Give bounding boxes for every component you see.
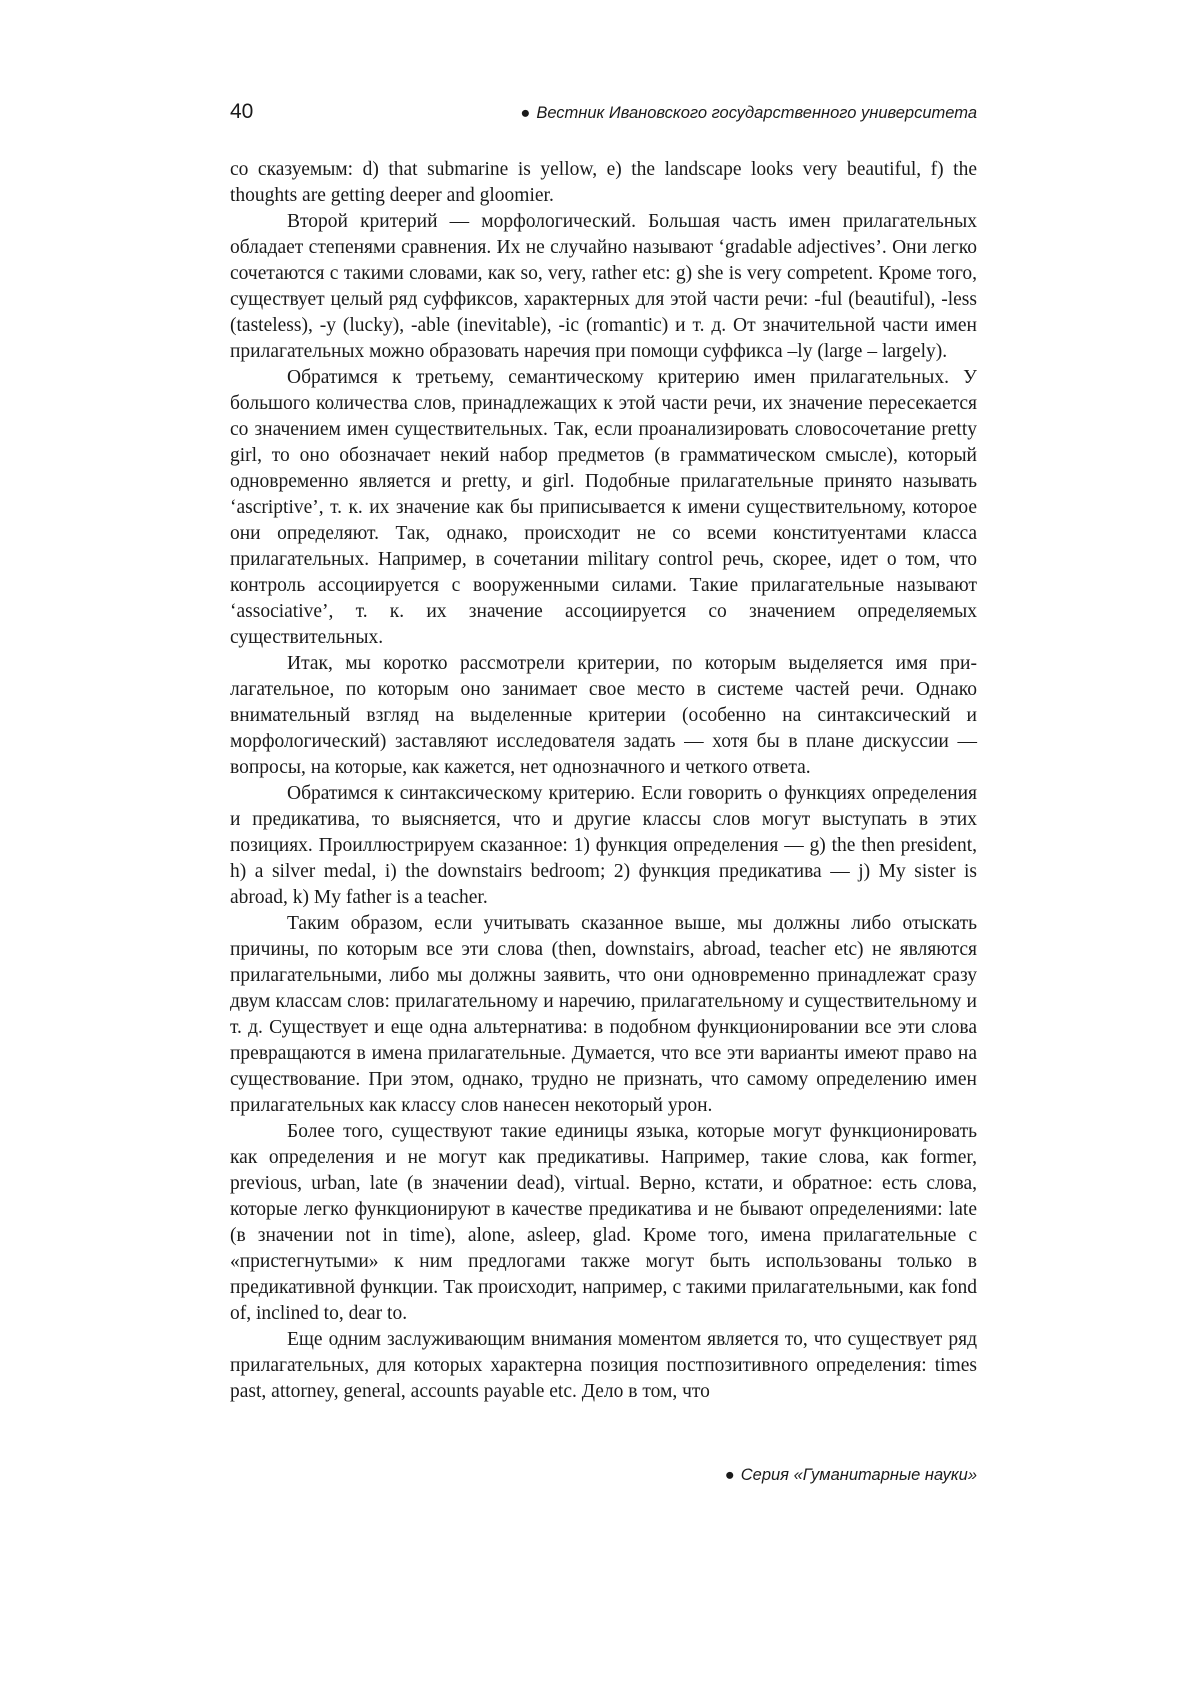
- journal-title: Вестник Ивановского государственного университета: [536, 104, 977, 122]
- journal-title-line: [520, 104, 977, 123]
- page-header: [230, 100, 977, 134]
- paragraph-postpositive: Еще одним заслуживающим внимания моментом является то, что суще­ствует ряд прилагательных, для которых характерна позиция постпозитивного определения: times past, attorney, general, accounts payable etc. Дело в том, что: [230, 1327, 977, 1405]
- paragraph-continuation: со сказуемым: d) that submarine is yellow, e) the landscape looks very beautiful, f) the thoughts are getting deeper and gloomier.: [230, 157, 977, 209]
- paragraph-morphological-criterion: Второй критерий — морфологический. Большая часть имен прилага­тельных обладает степенями сравнения. Их не случайно называют ‘gradable adjectives’. Они легко сочетаются с такими словами, как so, very, rather etc: g) she is very competent. Кроме того, существует целый ряд суффиксов, харак­терных для этой части речи: -ful (beautiful), -less (tasteless), -y (lucky), -able (inevitable), -ic (romantic) и т. д. От значительной части имен прилагательных можно образовать наречия при помощи суффикса –ly (large – largely).: [230, 209, 977, 365]
- bullet-icon: ●: [520, 104, 530, 122]
- page-footer: [230, 1466, 977, 1485]
- bullet-icon: ●: [725, 1466, 735, 1484]
- paragraph-exceptions: Более того, существуют такие единицы языка, которые могут функцио­нировать как определения и не могут как предикативы. Например, такие слова, как former, previous, urban, late (в значении dead), virtual. Верно, кстати, и об­ратное: есть слова, которые легко функционируют в качестве предикатива и не бывают определениями: late (в значении not in time), alone, asleep, glad. Кроме того, имена прилагательные с «пристегнутыми» к ним предлогами также могут быть использованы только в предикативной функции. Так происходит, напри­мер, с такими прилагательными, как fond of, inclined to, dear to.: [230, 1119, 977, 1327]
- paragraph-syntactic-criterion: Обратимся к синтаксическому критерию. Если говорить о функциях определения и предикатива, то выясняется, что и другие классы слов могут выступать в этих позициях. Проиллюстрируем сказанное: 1) функция опреде­ления — g) the then president, h) a silver medal, i) the downstairs bedroom; 2) функция предикатива — j) My sister is abroad, k) My father is a teacher.: [230, 781, 977, 911]
- series-title: Серия «Гуманитарные науки»: [741, 1466, 977, 1484]
- article-body: [230, 157, 977, 1405]
- paragraph-semantic-criterion: Обратимся к третьему, семантическому критерию имен прилагательных. У большого количества слов, принадлежащих к этой части речи, их значение пересекается со значением имен существительных. Так, если проанализировать словосочетание pretty girl, то оно обозначает некий набор предметов (в грамма­тическом смысле), который одновременно является и pretty, и girl. Подобные прилагательные принято называть ‘ascriptive’, т. к. их значение как бы приписы­вается к имени существительному, которое они определяют. Так, однако, про­исходит не со всеми конституентами класса прилагательных. Например, в соче­тании military control речь, скорее, идет о том, что контроль ассоциируется с вооруженными силами. Такие прилагательные называют ‘associative’, т. к. их значение ассоциируется со значением определяемых существительных.: [230, 365, 977, 651]
- paragraph-conclusion: Таким образом, если учитывать сказанное выше, мы должны либо отыс­кать причины, по которым все эти слова (then, downstairs, abroad, teacher etc) не являются прилагательными, либо мы должны заявить, что они одновре­менно принадлежат сразу двум классам слов: прилагательному и наречию, прилагательному и существительному и т. д. Существует и еще одна альтерна­тива: в подобном функционировании все эти слова превращаются в имена при­лагательные. Думается, что все эти варианты имеют право на существование. При этом, однако, трудно не признать, что самому определению имен прила­гательных как классу слов нанесен некоторый урон.: [230, 911, 977, 1119]
- paragraph-summary: Итак, мы коротко рассмотрели критерии, по которым выделяется имя при­лагательное, по которым оно занимает свое место в системе частей речи. Однако внимательный взгляд на выделенные критерии (особенно на синтаксический и морфологический) заставляют исследователя задать — хотя бы в плане дис­куссии — вопросы, на которые, как кажется, нет однозначного и четкого ответа.: [230, 651, 977, 781]
- page-number: 40: [230, 100, 253, 124]
